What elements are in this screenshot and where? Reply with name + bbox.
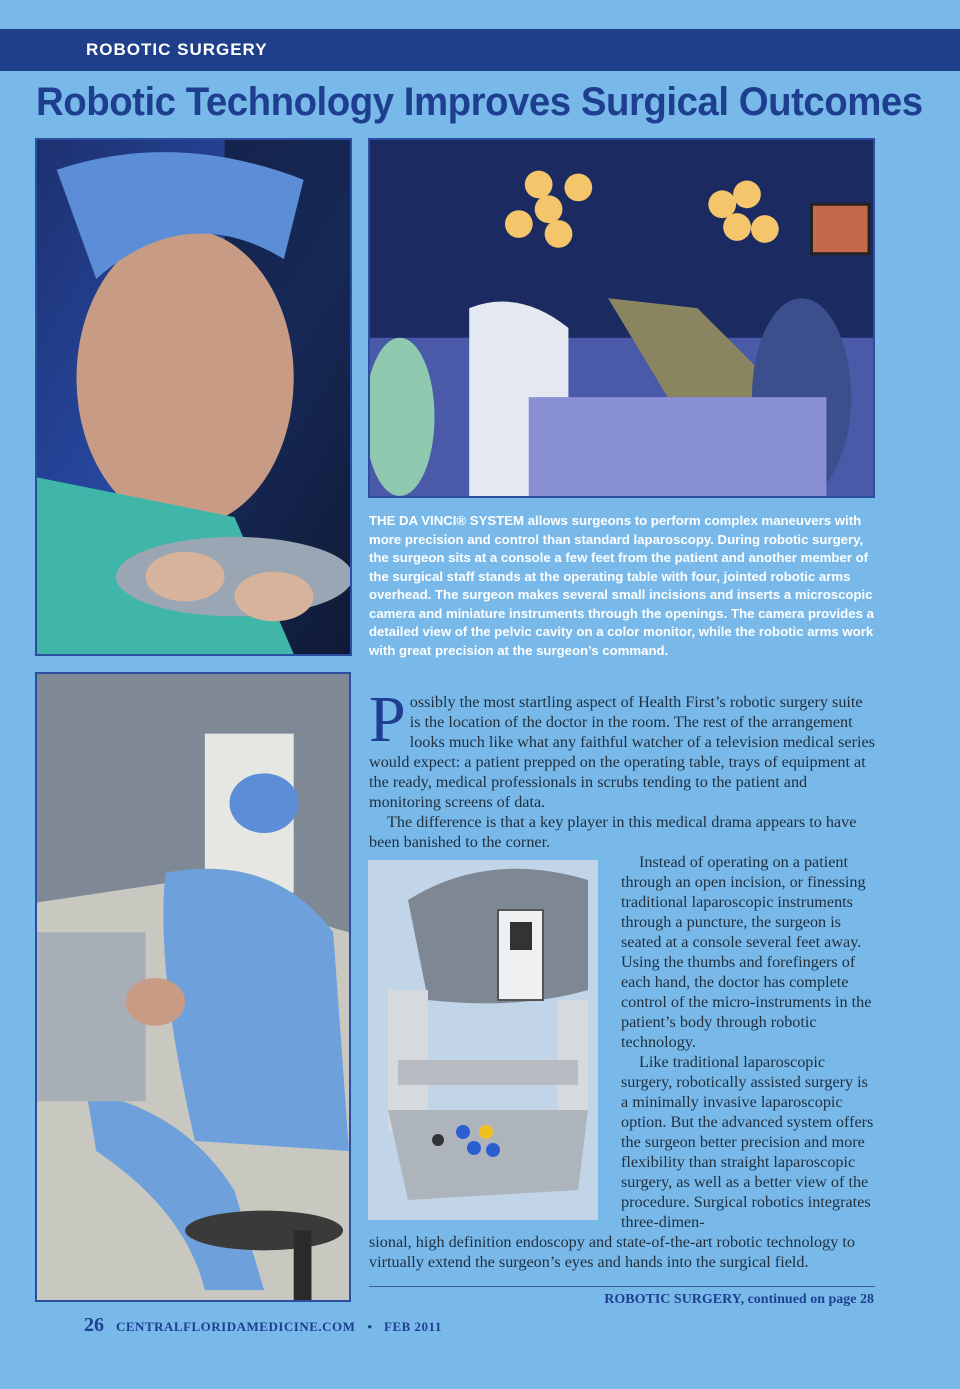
section-label: ROBOTIC SURGERY	[86, 40, 268, 59]
drop-cap: P	[369, 683, 406, 756]
article-paragraph-2: The difference is that a key player in this medical drama appears to have been banished to the corner.	[369, 813, 857, 851]
console-product-photo	[368, 860, 598, 1220]
surgeon-console-photo	[35, 138, 352, 656]
article-paragraph-4: Like traditional laparoscopic surgery, robotically assisted surgery is a minimally invasive laparoscopic option. But the advanced system offers the surgeon better precision and more flexibility than straight laparoscopic surgery, as well as a better view of the procedure. Surgical robotics integrates three-dimen-	[621, 1053, 874, 1231]
photo-caption: THE DA VINCI® SYSTEM allows surgeons to perform complex maneuvers with more precision and control than standard laparoscopy. During robotic surgery, the surgeon sits at a console a few feet from the patient and another member of the surgical staff stands at the operating table with four, jointed robotic arms overhead. The surgeon makes several small incisions and inserts a microscopic camera and miniature instruments through the openings. The camera provides a detailed view of the pelvic cavity on a color monitor, while the robotic arms work with great precision at the surgeon’s command.	[369, 513, 874, 658]
footer-site: CENTRALFLORIDAMEDICINE.COM	[116, 1319, 356, 1334]
article-paragraph-1	[369, 683, 875, 812]
article-paragraph-4-continuation: sional, high definition endoscopy and state-of-the-art robotic technology to virtually extend the surgeon’s eyes and hands into the surgical field.	[369, 1233, 855, 1271]
footer-separator: •	[367, 1319, 372, 1334]
operating-room-photo	[368, 138, 875, 498]
page-number: 26	[84, 1314, 104, 1336]
page-title: Robotic Technology Improves Surgical Outcomes	[36, 80, 923, 124]
footer-date: FEB 2011	[384, 1319, 442, 1334]
seated-surgeon-photo	[35, 672, 351, 1302]
article-paragraph-1-text: ossibly the most startling aspect of Health First’s robotic surgery suite is the location of the doctor in the room. The rest of the arrangement looks much like what any faithful watcher of a television medical series would expect: a patient prepped on the operating table, trays of equipment at the ready, medical professionals in scrubs tending to the patient and monitoring screens of data.	[369, 693, 875, 811]
page-footer	[84, 1314, 442, 1337]
section-header-bar	[0, 29, 960, 71]
continued-note: ROBOTIC SURGERY, continued on page 28	[604, 1292, 874, 1307]
article-paragraph-3: Instead of operating on a patient through an open incision, or finessing traditional laparoscopic instruments through a puncture, the surgeon is seated at a console several feet away. Using the thumbs and forefingers of each hand, the doctor has complete control of the micro-instruments in the patient’s body through robotic technology.	[621, 853, 872, 1051]
divider-rule	[369, 1286, 875, 1287]
